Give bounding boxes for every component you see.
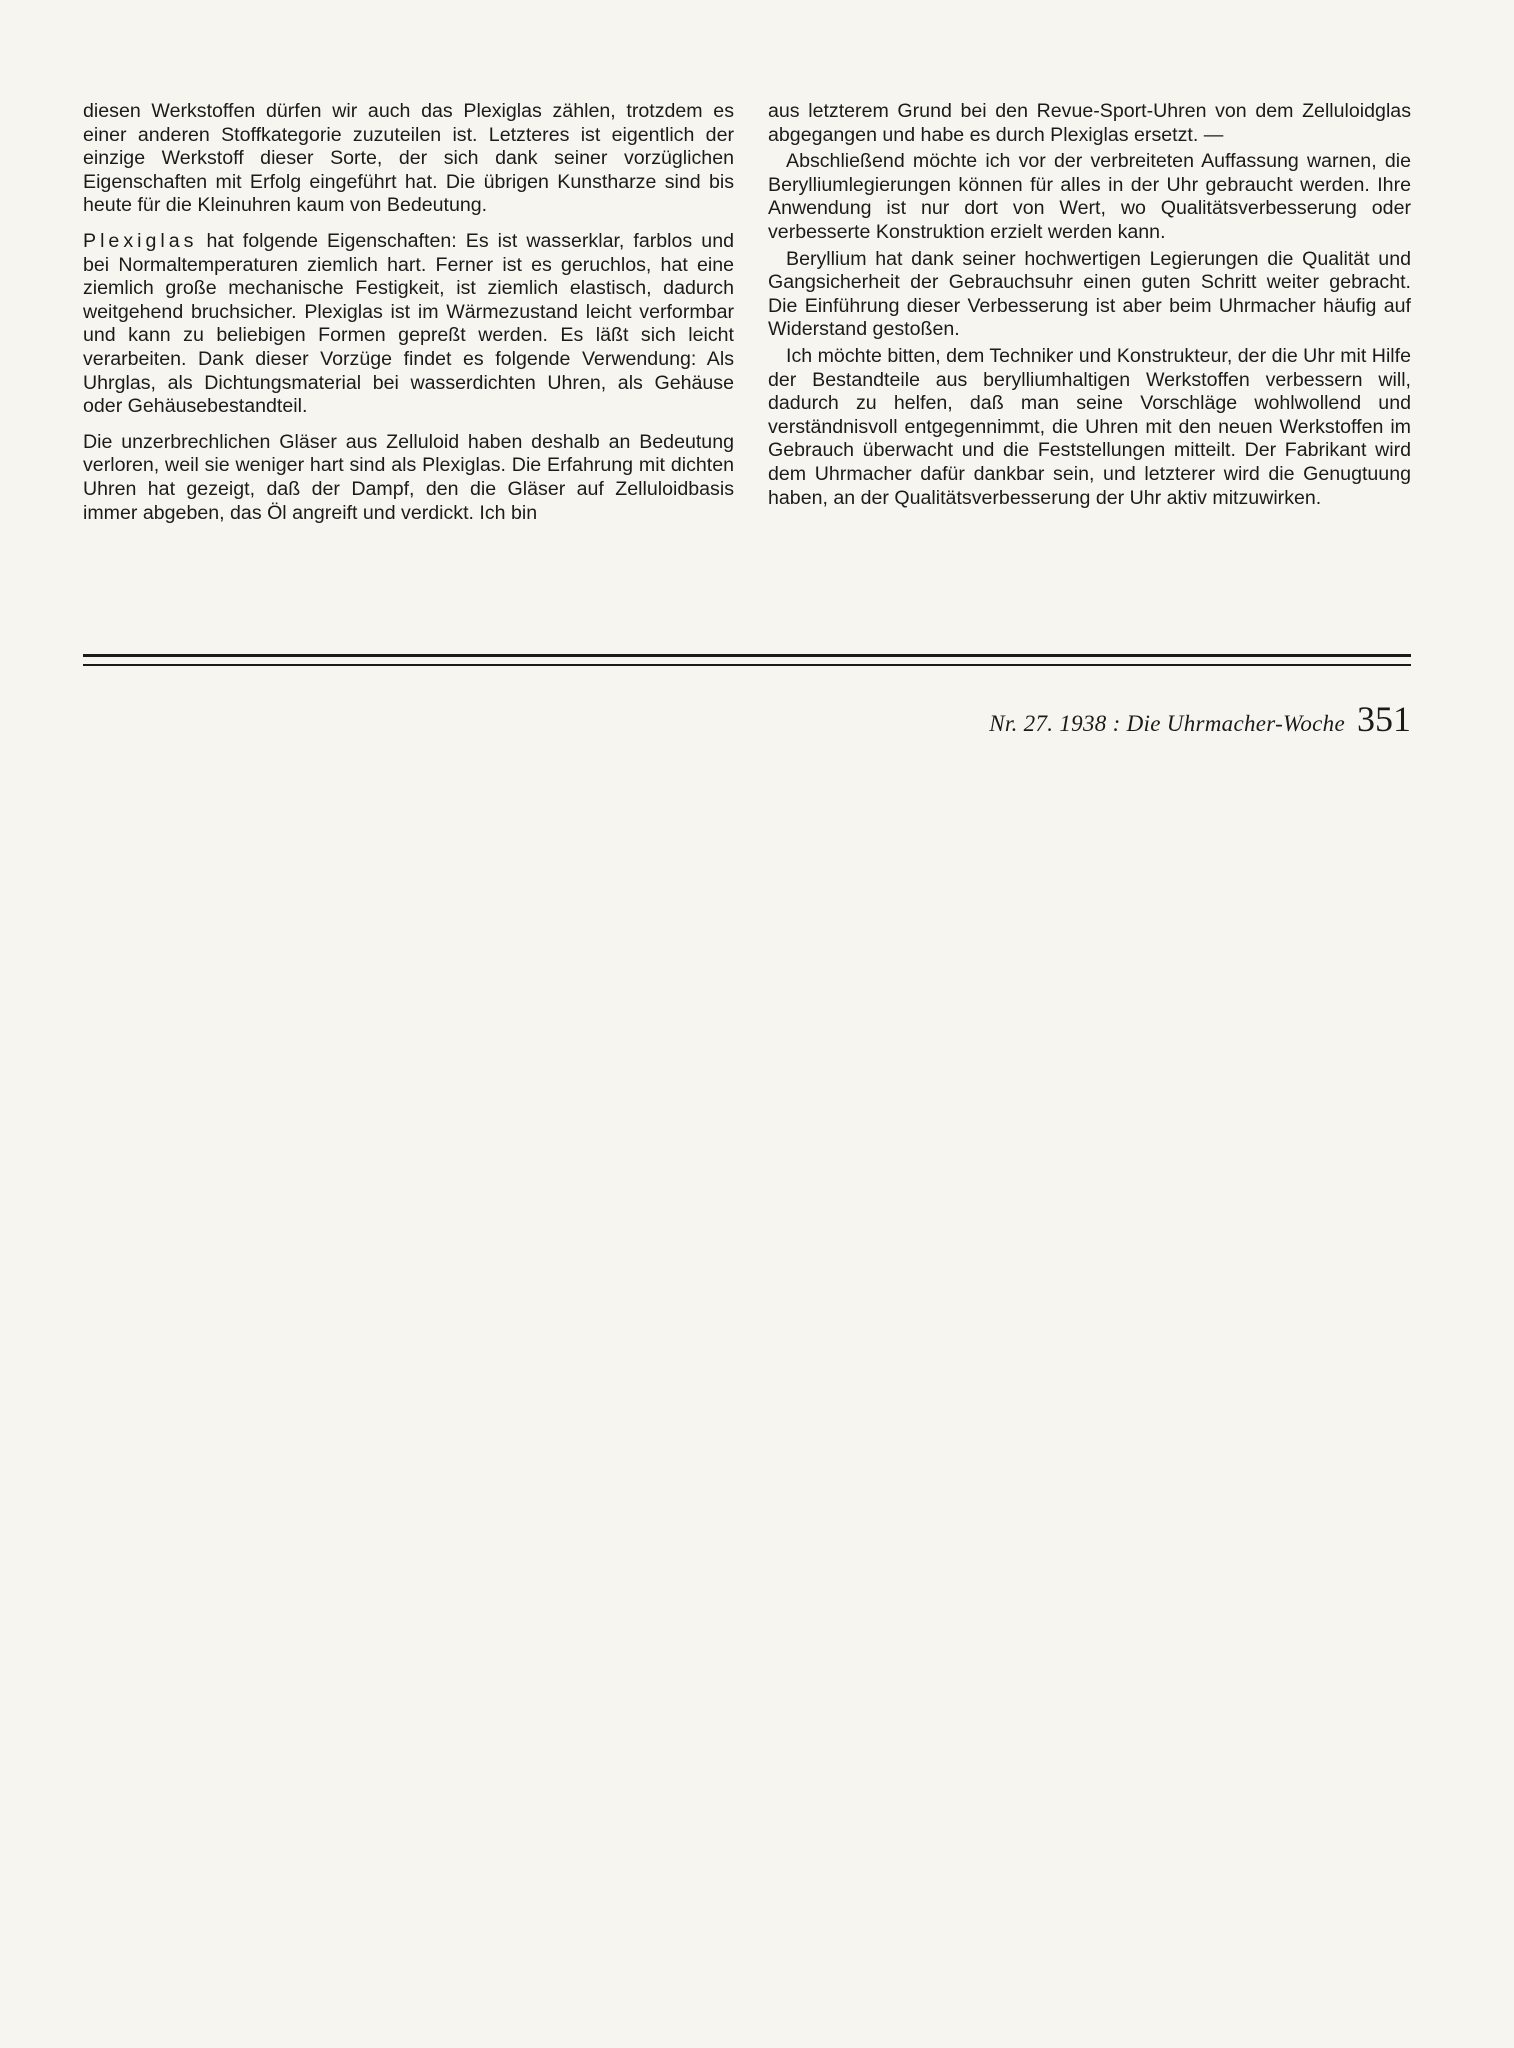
- running-footer: [989, 698, 1411, 740]
- right-column: [768, 100, 1411, 537]
- issue-label: Nr. 27. 1938 : Die Uhrmacher-Woche: [989, 711, 1345, 736]
- left-column: [83, 100, 734, 537]
- paragraph: Beryllium hat dank seiner hochwertigen Legierungen die Qualität und Gangsicherheit der Gebrauchsuhr einen guten Schritt weiter gebracht. Die Einführung dieser Verbesserung ist aber beim Uhrmacher häufig auf Widerstand gestoßen.: [768, 247, 1411, 341]
- paragraph-lead-word: Plexiglas: [83, 229, 198, 252]
- article-body: [83, 100, 1411, 537]
- paragraph: diesen Werkstoffen dürfen wir auch das Plexiglas zählen, trotzdem es einer anderen Stoffkategorie zuzuteilen ist. Letzteres ist eigentlich der einzige Werkstoff dieser Sorte, der sich dank seiner vorzüglichen Eigenschaften mit Erfolg eingeführt hat. Die übrigen Kunstharze sind bis heute für die Kleinuhren kaum von Bedeutung.: [83, 100, 734, 217]
- paragraph: Die unzerbrechlichen Gläser aus Zelluloid haben deshalb an Bedeutung verloren, weil sie weniger hart sind als Plexiglas. Die Erfahrung mit dichten Uhren hat gezeigt, daß der Dampf, den die Gläser auf Zelluloidbasis immer abgeben, das Öl angreift und verdickt. Ich bin: [83, 430, 734, 524]
- footer-rule-thick: [83, 654, 1411, 657]
- paragraph-text: hat folgende Eigenschaften: Es ist wasserklar, farblos und bei Normaltemperaturen ziemlich hart. Ferner ist es geruchlos, hat eine ziemlich große mechanische Festigkeit, ist ziemlich elastisch, dadurch weitgehend bruchsicher. Plexiglas ist im Wärmezustand leicht verformbar und kann zu beliebigen Formen gepreßt werden. Es läßt sich leicht verarbeiten. Dank dieser Vorzüge findet es folgende Verwendung: Als Uhrglas, als Dichtungsmaterial bei wasserdichten Uhren, als Gehäuse oder Gehäusebestandteil.: [83, 229, 734, 418]
- paragraph: [83, 230, 734, 419]
- paragraph: Ich möchte bitten, dem Techniker und Konstrukteur, der die Uhr mit Hilfe der Bestandteile aus berylliumhaltigen Werkstoffen verbessern will, dadurch zu helfen, daß man seine Vorschläge wohlwollend und verständnisvoll entgegennimmt, die Uhren mit den neuen Werkstoffen im Gebrauch überwacht und die Feststellungen mitteilt. Der Fabrikant wird dem Uhrmacher dafür dankbar sein, und letzterer wird die Genugtuung haben, an der Qualitätsverbesserung der Uhr aktiv mitzuwirken.: [768, 344, 1411, 509]
- paragraph: aus letzterem Grund bei den Revue-Sport-Uhren von dem Zelluloidglas abgegangen und habe es durch Plexiglas ersetzt. —: [768, 100, 1411, 146]
- footer-rule-thin: [83, 664, 1411, 666]
- page-number: 351: [1357, 699, 1411, 739]
- paragraph: Abschließend möchte ich vor der verbreiteten Auffassung warnen, die Berylliumlegierungen können für alles in der Uhr gebraucht werden. Ihre Anwendung ist nur dort von Wert, wo Qualitätsverbesserung oder verbesserte Konstruktion erzielt werden kann.: [768, 150, 1411, 243]
